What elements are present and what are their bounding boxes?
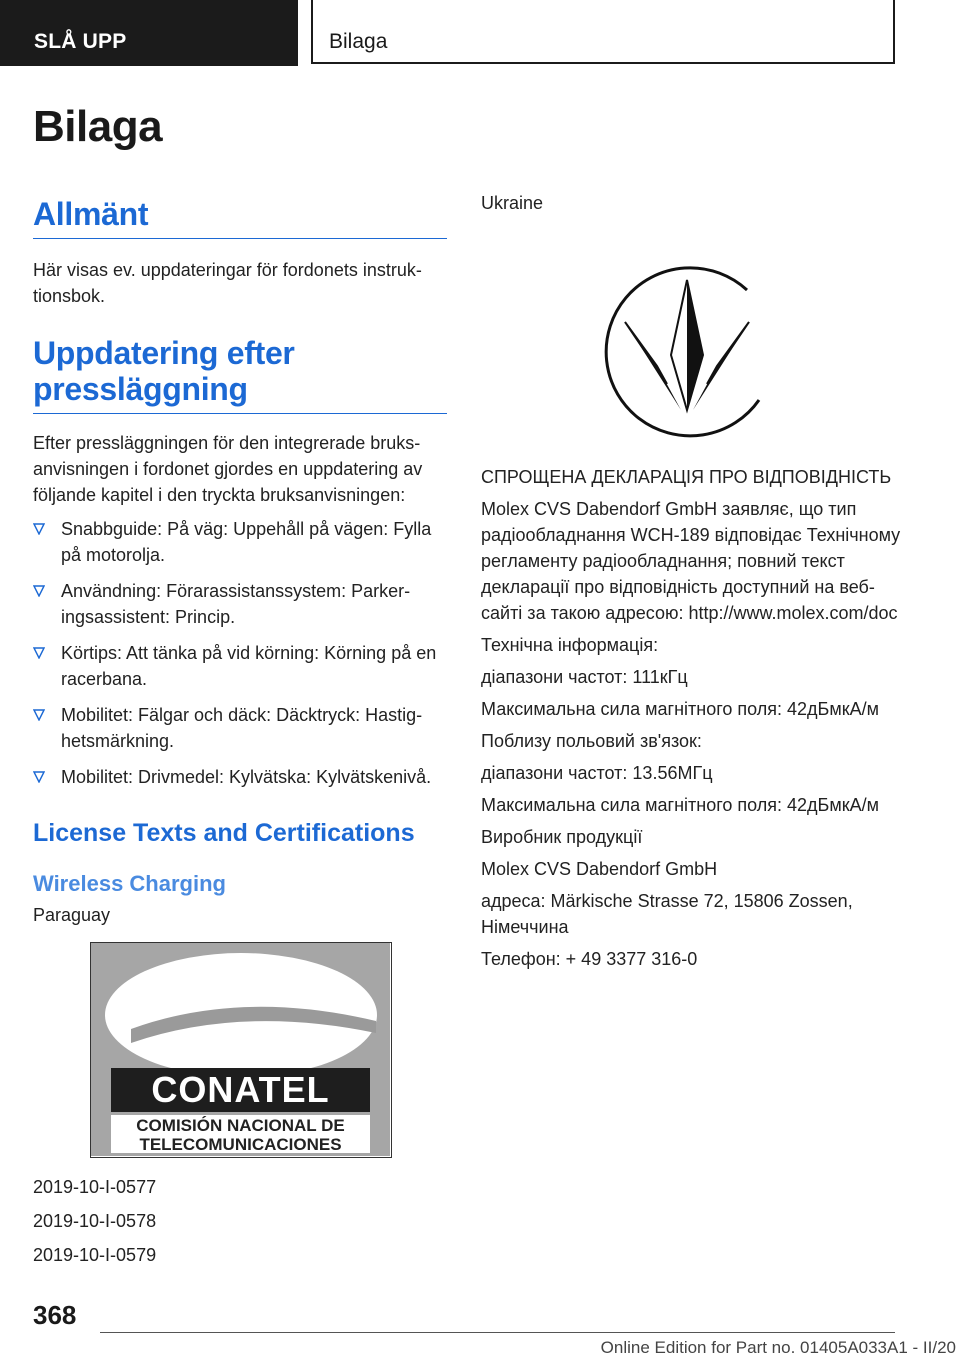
- footer-divider: [100, 1332, 895, 1333]
- edition-text: Online Edition for Part no. 01405A033A1 - II/20: [600, 1338, 956, 1357]
- manufacturer-address: адреса: Märkische Strasse 72, 15806 Zossen, Німеччина: [481, 891, 853, 937]
- right-column: [481, 190, 901, 972]
- chapter-tab[interactable]: Bilaga: [311, 0, 895, 64]
- magnetic-field-2: Максимальна сила магнітного поля: 42дБмкА/м: [481, 795, 879, 815]
- list-item-text: Användning: Förarassistanssystem: Parker-ingsassistent: Princip.: [61, 581, 411, 627]
- page-footer: [0, 1290, 960, 1362]
- frequency-range-1: діапазони частот: 111кГц: [481, 667, 688, 687]
- heading-uppdatering-line2: pressläggning: [33, 371, 248, 407]
- list-item: [33, 578, 447, 630]
- heading-uppdatering-line1: Uppdatering efter: [33, 335, 295, 371]
- heading-uppdatering: [33, 335, 447, 414]
- heading-allmant: Allmänt: [33, 196, 447, 239]
- allmant-text: Här visas ev. uppdateringar för fordonets instruk-tionsbok.: [33, 260, 422, 306]
- country-ukraine: Ukraine: [481, 193, 544, 213]
- declaration-title: СПРОЩЕНА ДЕКЛАРАЦІЯ ПРО ВІДПОВІДНІСТЬ: [481, 467, 892, 487]
- manufacturer-name: Molex CVS Dabendorf GmbH: [481, 859, 718, 879]
- triangle-bullet-icon: [33, 585, 45, 597]
- manufacturer-phone: Телефон: + 49 3377 316-0: [481, 949, 698, 969]
- tech-info-label: Технічна інформація:: [481, 635, 659, 655]
- nfc-label: Поблизу польовий зв'язок:: [481, 731, 702, 751]
- ukraine-conformity-mark-icon: [597, 260, 777, 440]
- cert-code: 2019-10-I-0578: [33, 1211, 157, 1231]
- list-item: [33, 702, 447, 754]
- triangle-bullet-icon: [33, 709, 45, 721]
- declaration-text: Molex CVS Dabendorf GmbH заявляє, що тип радіообладнання WCH-189 відповідає Технічному регламенту радіообладнання; повний текст декларації про відповідність доступний на веб-сайті за такою адресою: http://www.molex.com/doc: [481, 499, 901, 623]
- list-item: [33, 516, 447, 568]
- page-title: Bilaga: [33, 102, 163, 151]
- list-item: [33, 640, 447, 692]
- list-item-text: Mobilitet: Drivmedel: Kylvätska: Kylvätskenivå.: [61, 767, 432, 787]
- magnetic-field-1: Максимальна сила магнітного поля: 42дБмкА/м: [481, 699, 879, 719]
- triangle-bullet-icon: [33, 647, 45, 659]
- ukraine-mark-image: [597, 260, 777, 440]
- list-item-text: Mobilitet: Fälgar och däck: Däcktryck: Hastig-hetsmärkning.: [61, 705, 423, 751]
- frequency-range-2: діапазони частот: 13.56МГц: [481, 763, 713, 783]
- conatel-logo-line1: COMISIÓN NACIONAL DE: [136, 1116, 345, 1135]
- list-item-text: Snabbguide: På väg: Uppehåll på vägen: Fylla på motorolja.: [61, 519, 432, 565]
- left-column: [33, 100, 447, 1268]
- list-item-text: Körtips: Att tänka på vid körning: Körning på en racerbana.: [61, 643, 437, 689]
- list-item: [33, 764, 447, 790]
- page-header: [0, 0, 960, 66]
- update-list: [33, 516, 447, 790]
- conatel-logo-image: [90, 942, 392, 1158]
- heading-wireless-charging: Wireless Charging: [33, 871, 226, 896]
- triangle-bullet-icon: [33, 523, 45, 535]
- cert-code: 2019-10-I-0577: [33, 1177, 157, 1197]
- triangle-bullet-icon: [33, 771, 45, 783]
- conatel-logo-name: CONATEL: [151, 1069, 330, 1110]
- section-tab[interactable]: SLÅ UPP: [0, 0, 298, 66]
- heading-license: License Texts and Certifications: [33, 819, 415, 847]
- manufacturer-label: Виробник продукції: [481, 827, 643, 847]
- page-number: 368: [33, 1300, 77, 1330]
- cert-code: 2019-10-I-0579: [33, 1245, 157, 1265]
- conatel-logo-line2: TELECOMUNICACIONES: [139, 1135, 342, 1154]
- country-paraguay: Paraguay: [33, 905, 111, 925]
- uppdatering-intro: Efter pressläggningen för den integrerade bruks-anvisningen i fordonet gjordes en uppdatering av följande kapitel i den tryckta bruksanvisningen:: [33, 433, 423, 505]
